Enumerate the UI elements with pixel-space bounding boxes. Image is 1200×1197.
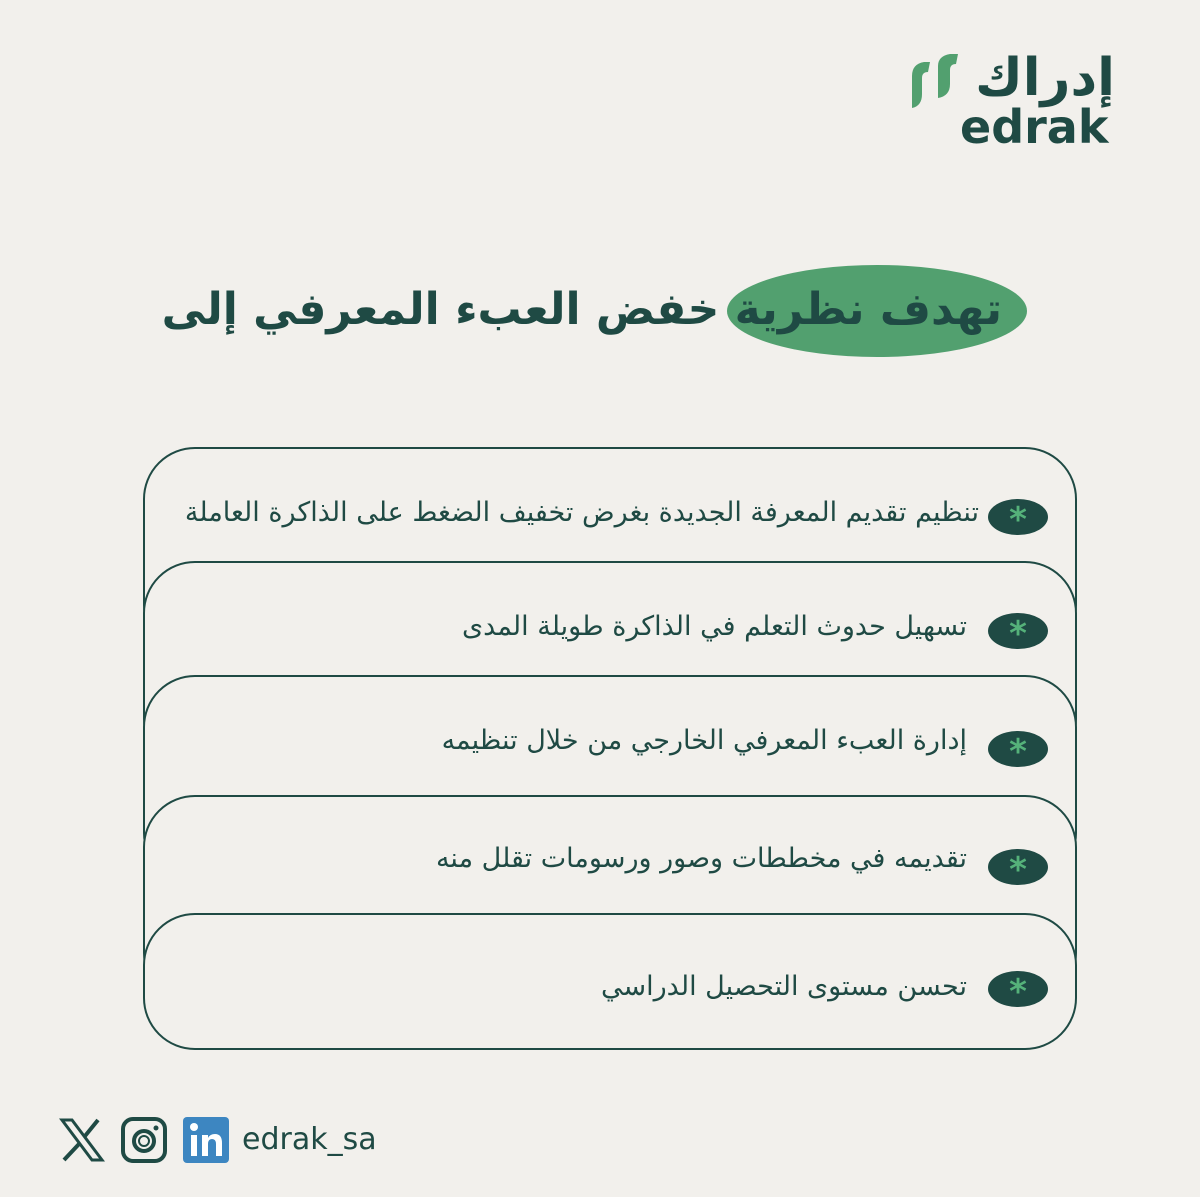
item-text: تحسن مستوى التحصيل الدراسي xyxy=(601,971,967,1002)
asterisk-bullet-icon: * xyxy=(988,849,1048,885)
x-icon[interactable] xyxy=(58,1116,106,1164)
item-text: إدارة العبء المعرفي الخارجي من خلال تنظيمه xyxy=(441,725,967,756)
instagram-icon[interactable] xyxy=(120,1116,168,1164)
social-handle[interactable]: edrak_sa xyxy=(242,1122,377,1157)
asterisk-bullet-icon: * xyxy=(988,971,1048,1007)
page-title: تهدف نظرية خفض العبء المعرفي إلى xyxy=(161,284,1002,335)
list-item xyxy=(143,913,1077,1050)
item-text: تنظيم تقديم المعرفة الجديدة بغرض تخفيف الضغط على الذاكرة العاملة xyxy=(184,497,979,528)
asterisk-bullet-icon: * xyxy=(988,613,1048,649)
logo-latin-wordmark: edrak xyxy=(960,100,1109,154)
logo-arabic-wordmark: إدراك xyxy=(975,48,1115,108)
linkedin-icon[interactable] xyxy=(182,1116,230,1164)
item-text: تقديمه في مخططات وصور ورسومات تقلل منه xyxy=(435,843,967,874)
social-footer xyxy=(58,1116,398,1166)
item-text: تسهيل حدوث التعلم في الذاكرة طويلة المدى xyxy=(462,611,967,642)
asterisk-bullet-icon: * xyxy=(988,499,1048,535)
asterisk-bullet-icon: * xyxy=(988,731,1048,767)
